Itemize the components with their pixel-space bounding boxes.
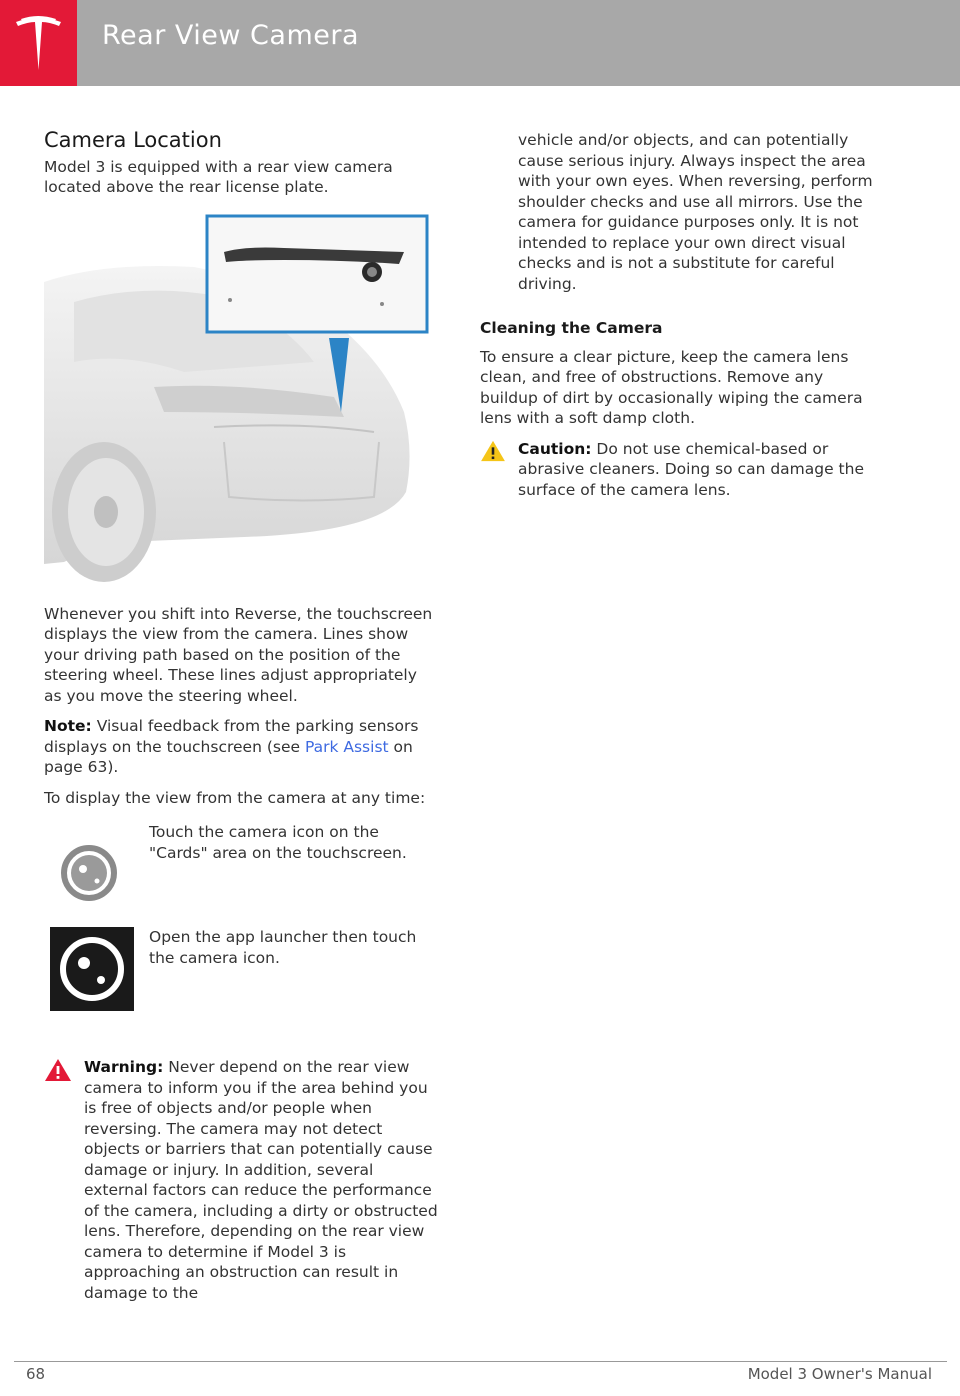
warning-text: Never depend on the rear view camera to inform you if the area behind you is free of objects and/or people when reversing. The camera may not detect objects or barriers that can potentially cause damage or injury. In addition, several external factors can reduce the performance of the camera, including a dirty or obstructed lens. Therefore, depending on the rear view camera to determine if Model 3 is approaching an obstruction can result in damage to the — [84, 1058, 438, 1302]
section-heading-camera-location: Camera Location — [44, 128, 222, 152]
option-app-launcher — [44, 927, 438, 1057]
warning-triangle-icon — [44, 1058, 72, 1082]
page-header — [0, 0, 960, 86]
option-camera-card — [44, 822, 438, 927]
note-label: Note: — [44, 717, 92, 735]
caution-notice — [480, 439, 874, 501]
camera-card-icon — [50, 834, 128, 912]
note-tail: on page 63). — [44, 737, 413, 776]
caution-triangle-icon — [480, 440, 506, 462]
note-paragraph — [44, 716, 438, 778]
caution-label: Caution: — [518, 439, 592, 458]
tesla-logo-icon — [13, 16, 64, 70]
section-heading-cleaning: Cleaning the Camera — [480, 319, 663, 337]
right-column — [480, 130, 874, 500]
warning-continued: vehicle and/or objects, and can potentially cause serious injury. Always inspect the area with your own eyes. When reversing, perform shoulder checks and use all mirrors. Use the camera for guidance purposes only. It is not intended to replace your own direct visual checks and is not a substitute for careful driving. — [518, 131, 873, 293]
footer-divider — [14, 1361, 947, 1362]
note-text: Visual feedback from the parking sensors displays on the touchscreen (see — [44, 717, 419, 756]
cleaning-paragraph: To ensure a clear picture, keep the camera lens clean, and free of obstructions. Remove any buildup of dirt by occasionally wiping the camera lens with a soft damp cloth. — [480, 347, 863, 427]
page-title: Rear View Camera — [102, 20, 359, 51]
display-intro-paragraph: To display the view from the camera at any time: — [44, 788, 426, 807]
rear-camera-illustration — [44, 212, 434, 582]
reverse-paragraph: Whenever you shift into Reverse, the touchscreen displays the view from the camera. Lines show your driving path based on the position of the steering wheel. These lines adjust appropriately as you move the steering wheel. — [44, 604, 433, 705]
caution-text: Do not use chemical-based or abrasive cleaners. Doing so can damage the surface of the camera lens. — [518, 439, 864, 499]
warning-notice — [44, 1057, 438, 1303]
camera-launcher-icon — [50, 927, 134, 1011]
option1-text: Touch the camera icon on the "Cards" area on the touchscreen. — [149, 823, 407, 862]
page-number: 68 — [26, 1365, 46, 1383]
brand-logo-box — [0, 0, 77, 86]
manual-title: Model 3 Owner's Manual — [747, 1365, 932, 1383]
left-column — [44, 130, 438, 1303]
warning-label: Warning: — [84, 1058, 164, 1076]
park-assist-link[interactable]: Park Assist — [304, 737, 389, 756]
option2-text: Open the app launcher then touch the camera icon. — [149, 928, 417, 967]
intro-paragraph: Model 3 is equipped with a rear view camera located above the rear license plate. — [44, 157, 393, 196]
car-rear-illustration — [44, 212, 434, 582]
